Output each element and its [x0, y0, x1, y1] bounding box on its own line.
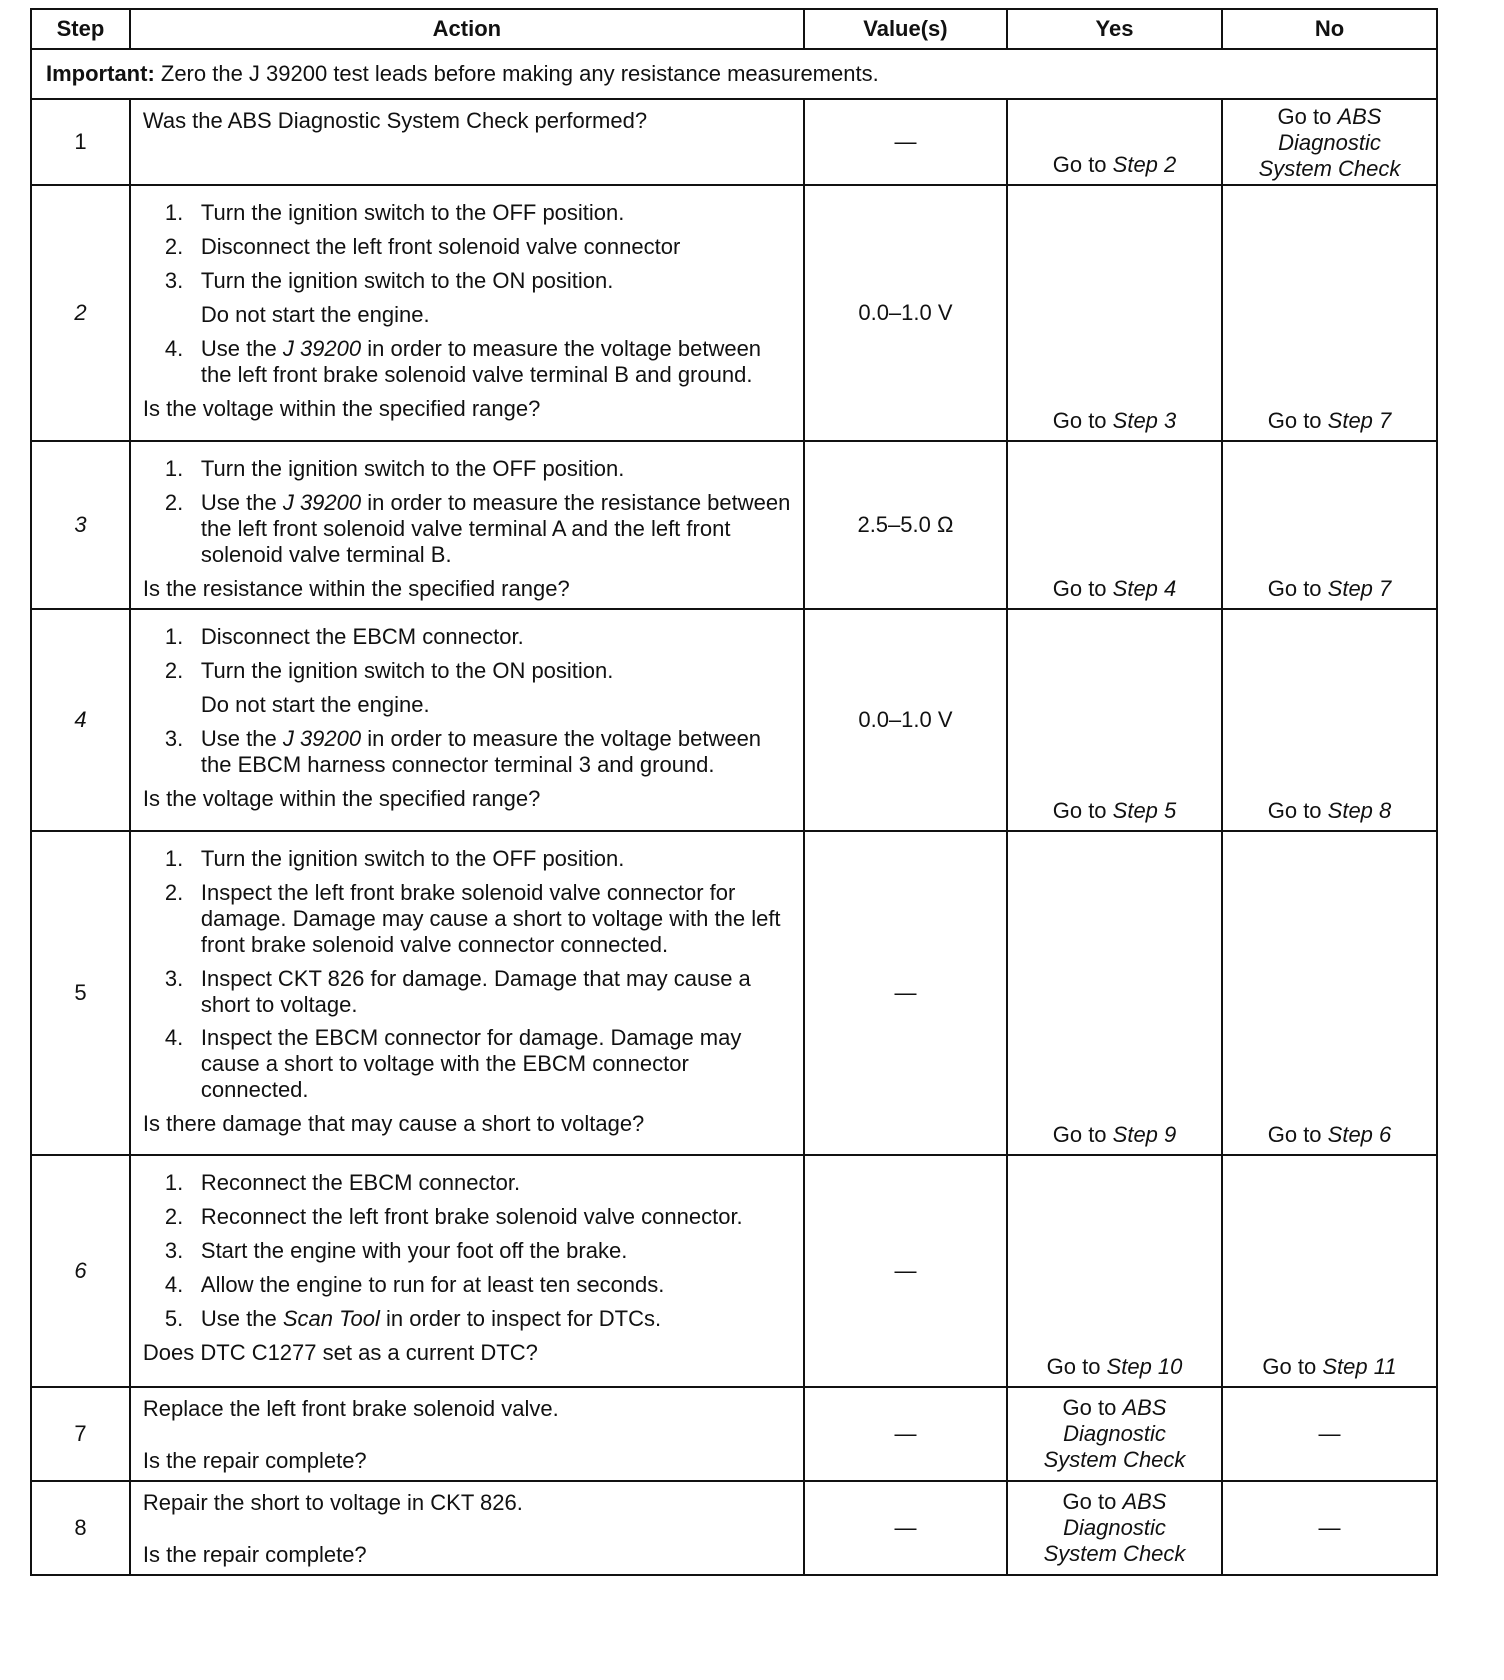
step-number: 7: [31, 1387, 130, 1481]
action-item: 2. Inspect the left front brake solenoid valve connector for damage. Damage may cause a short to voltage with the left front brake solenoid valve connector connected.: [164, 879, 781, 957]
step-number: 4: [31, 609, 130, 831]
action-item: 1. Disconnect the EBCM connector.: [164, 623, 524, 649]
action-item: 3. Inspect CKT 826 for damage. Damage that may cause a short to voltage.: [164, 965, 751, 1017]
step-number: 3: [31, 441, 130, 609]
goto-target-system-check: System Check: [1043, 1540, 1186, 1566]
header-action: Action: [130, 9, 804, 49]
action-item: 2. Use the J 39200 in order to measure the resistance between the left front solenoid valve terminal A and the left front solenoid valve terminal B.: [164, 489, 791, 567]
goto-target-system-check: System Check: [1258, 155, 1401, 181]
value-cell: —: [804, 831, 1007, 1155]
important-note: [31, 49, 1437, 99]
action-item: 2. Disconnect the left front solenoid valve connector: [164, 233, 681, 259]
tool-name: J 39200: [282, 725, 362, 751]
yes-cell: Go to Step 10: [1007, 1155, 1222, 1387]
step-row-3: [31, 441, 1437, 609]
goto-target-diagnostic: Diagnostic: [1063, 1514, 1166, 1540]
action-note: Do not start the engine.: [200, 691, 430, 717]
action-item: 1. Turn the ignition switch to the OFF position.: [164, 456, 625, 481]
goto-target: Step 8: [1327, 797, 1392, 823]
action-question: Is the voltage within the specified range?: [142, 785, 541, 811]
yes-cell: Go to ABS Diagnostic System Check: [1007, 1481, 1222, 1575]
value-cell: —: [804, 1387, 1007, 1481]
no-cell: [1222, 99, 1437, 185]
step-row-2: [31, 185, 1437, 441]
action-item: 5. Use the Scan Tool in order to inspect for DTCs.: [164, 1305, 662, 1331]
action-list: [143, 846, 795, 1104]
action-list: [143, 200, 795, 294]
goto-target: Step 11: [1322, 1353, 1397, 1379]
step-row-7: [31, 1387, 1437, 1481]
no-cell: —: [1222, 1481, 1437, 1575]
action-cell: [130, 441, 804, 609]
value-cell: —: [804, 99, 1007, 185]
action-item: 2. Reconnect the left front brake solenoid valve connector.: [164, 1203, 743, 1229]
step-row-1: [31, 99, 1437, 185]
action-list: [143, 456, 795, 568]
tool-name: J 39200: [282, 335, 362, 361]
header-row: [31, 9, 1437, 49]
goto-target-abs: ABS: [1337, 104, 1382, 129]
action-question: Is the resistance within the specified range?: [142, 575, 570, 601]
yes-cell: Go to Step 9: [1007, 831, 1222, 1155]
diagnostic-table: [30, 8, 1438, 1576]
no-cell: Go to Step 7: [1222, 185, 1437, 441]
value-cell: 0.0–1.0 V: [804, 185, 1007, 441]
step-number: 5: [31, 831, 130, 1155]
action-question: Is the repair complete?: [142, 1447, 367, 1473]
goto-target: Step 7: [1327, 408, 1392, 434]
goto-target: Step 2: [1112, 152, 1177, 178]
important-text: Zero the J 39200 test leads before making any resistance measurements.: [154, 61, 879, 87]
important-row: [31, 49, 1437, 99]
goto-target: Step 3: [1112, 408, 1177, 434]
action-note: Do not start the engine.: [200, 301, 430, 327]
action-text: Repair the short to voltage in CKT 826.: [142, 1489, 523, 1515]
yes-cell: Go to Step 4: [1007, 441, 1222, 609]
tool-name: J 39200: [282, 489, 362, 515]
action-list: [143, 624, 795, 684]
goto-target-system-check: System Check: [1043, 1446, 1186, 1472]
action-list: [143, 336, 795, 388]
action-item: 1. Turn the ignition switch to the OFF position.: [164, 200, 625, 225]
header-yes: Yes: [1007, 9, 1222, 49]
header-step: Step: [31, 9, 130, 49]
action-item: 3. Use the J 39200 in order to measure the voltage between the EBCM harness connector terminal 3 and ground.: [164, 725, 762, 777]
step-number: 1: [31, 99, 130, 185]
step-number: 2: [31, 185, 130, 441]
no-cell: Go to Step 11: [1222, 1155, 1437, 1387]
action-cell: [130, 609, 804, 831]
header-no: No: [1222, 9, 1437, 49]
no-cell: Go to Step 7: [1222, 441, 1437, 609]
action-item: 2. Turn the ignition switch to the ON position.: [164, 657, 614, 683]
goto-target: Step 10: [1106, 1353, 1183, 1379]
goto-target: Step 4: [1112, 575, 1177, 601]
important-label: Important:: [46, 61, 155, 87]
step-row-6: [31, 1155, 1437, 1387]
step-number: 6: [31, 1155, 130, 1387]
goto-prefix: Go to: [1277, 104, 1338, 129]
action-cell: [130, 1481, 804, 1575]
action-item: 3. Start the engine with your foot off the brake.: [164, 1237, 628, 1263]
action-item: 1. Reconnect the EBCM connector.: [164, 1169, 521, 1195]
step-row-4: [31, 609, 1437, 831]
action-item: 3. Turn the ignition switch to the ON position.: [164, 267, 614, 293]
action-question: Is the voltage within the specified range?: [142, 395, 541, 421]
goto-target-abs: ABS: [1122, 1488, 1167, 1514]
value-cell: —: [804, 1481, 1007, 1575]
action-list: [143, 726, 795, 778]
action-question: Does DTC C1277 set as a current DTC?: [142, 1339, 538, 1365]
no-cell: —: [1222, 1387, 1437, 1481]
yes-cell: Go to Step 3: [1007, 185, 1222, 441]
action-text: Replace the left front brake solenoid valve.: [142, 1395, 559, 1421]
action-item: 4. Allow the engine to run for at least ten seconds.: [164, 1271, 665, 1297]
step-row-5: [31, 831, 1437, 1155]
yes-cell: Go to Step 5: [1007, 609, 1222, 831]
action-cell: [130, 185, 804, 441]
value-cell: 0.0–1.0 V: [804, 609, 1007, 831]
action-question: Is the repair complete?: [142, 1541, 367, 1567]
tool-name: Scan Tool: [282, 1305, 380, 1331]
yes-cell: Go to ABS Diagnostic System Check: [1007, 1387, 1222, 1481]
yes-cell: [1007, 99, 1222, 185]
goto-target-diagnostic: Diagnostic: [1278, 129, 1381, 155]
no-cell: Go to Step 8: [1222, 609, 1437, 831]
action-question: Is there damage that may cause a short to voltage?: [142, 1111, 645, 1137]
action-cell: [130, 1387, 804, 1481]
goto-prefix: Go to: [1052, 152, 1113, 178]
action-cell: [130, 1155, 804, 1387]
goto-target: Step 7: [1327, 575, 1392, 601]
action-text: Was the ABS Diagnostic System Check performed?: [142, 108, 648, 133]
goto-target: Step 6: [1327, 1121, 1392, 1147]
goto-target-diagnostic: Diagnostic: [1063, 1420, 1166, 1446]
action-item: 4. Inspect the EBCM connector for damage. Damage may cause a short to voltage with the EBCM connector connected.: [164, 1025, 742, 1103]
action-cell: [130, 99, 804, 185]
value-cell: —: [804, 1155, 1007, 1387]
goto-target: Step 9: [1112, 1121, 1177, 1147]
goto-target-abs: ABS: [1122, 1394, 1167, 1420]
action-cell: [130, 831, 804, 1155]
action-item: 1. Turn the ignition switch to the OFF position.: [164, 845, 625, 871]
step-row-8: [31, 1481, 1437, 1575]
header-values: Value(s): [804, 9, 1007, 49]
action-list: [143, 1170, 795, 1332]
value-cell: 2.5–5.0 Ω: [804, 441, 1007, 609]
action-item: 4. Use the J 39200 in order to measure the voltage between the left front brake solenoid valve terminal B and ground.: [164, 335, 762, 387]
no-cell: Go to Step 6: [1222, 831, 1437, 1155]
goto-target: Step 5: [1112, 797, 1177, 823]
step-number: 8: [31, 1481, 130, 1575]
